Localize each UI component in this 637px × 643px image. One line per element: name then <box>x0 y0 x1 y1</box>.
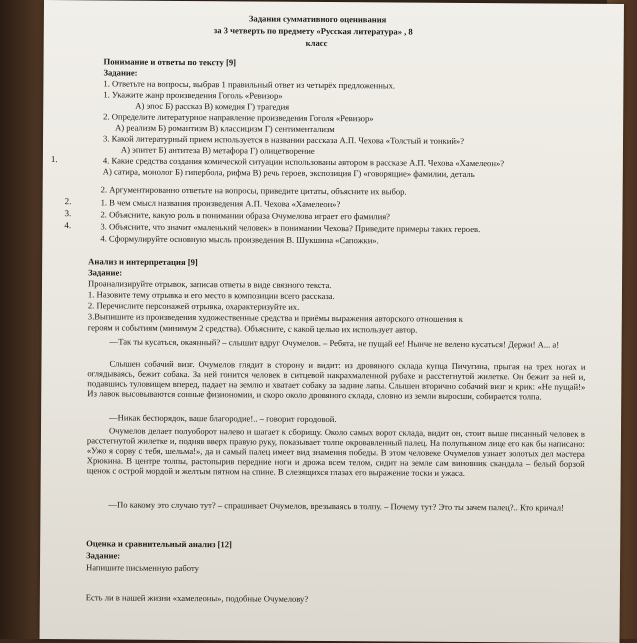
margin-number-4: 4. <box>64 220 72 231</box>
section3-task-label: Задание: <box>86 550 121 561</box>
excerpt-paragraph-5: —По какому это случаю тут? – спрашивает Очумелов, врезываясь в толпу. – Почему тут? Это ты зачем палец?.. Кто кричал! <box>108 499 564 513</box>
doc-title-line3: класс <box>305 37 328 48</box>
question-3-options: А) эпитет Б) антитеза В) метафора Г) олицетворение <box>120 144 315 156</box>
question-1-options: А) эпос Б) рассказ В) комедия Г) трагедия <box>135 100 290 112</box>
question-2: 2. Определите литературное направление произведения Гоголя «Ревизор» <box>103 111 374 124</box>
analysis-task-3b: героям и событиям (минимум 2 средства). Объясните, с какой целью их использует автор. <box>87 322 418 335</box>
question-2-options: А) реализм Б) романтизм В) классицизм Г) сентиментализм <box>115 122 335 135</box>
question-4: 4. Какие средства создания комической ситуации использованы автором в рассказе А.П. Чехова «Хамелеон»? <box>102 155 505 169</box>
question-3: 3. Какой литературный прием используется в названии рассказа А.П. Чехова «Толстый и тонкий»? <box>103 133 465 146</box>
paper-sheet <box>40 0 624 643</box>
question-1: 1. Укажите жанр произведения Гоголь «Ревизор» <box>103 89 283 101</box>
doc-title-line1: Задания суммативного оценивания <box>248 13 387 25</box>
excerpt-paragraph-4: Очумелов делает полуоборот налево и шагает к сборищу. Около самых ворот склада, видит он, стоит выше писанный человек в расстегнутой жилетке и, подняв вверх правую руку, показывает толпе окровавленный палец. На полупьяном лице его как бы написано: «Ужо я сорву с тебя, шельма!», да и самый палец имеет вид знамения победы. В этом человеке Очумелов узнает золотых дел мастера Хрюкина. В центре толпы, растопырив передние ноги и дрожа всем телом, сидит на земле сам виновник скандала – белый борзой щенок с острой мордой и желтым пятном на спине. В слезящихся глазах его выражение тоски и ужаса. <box>86 425 586 478</box>
section1-instruction-2: 2. Аргументированно ответьте на вопросы, приведите цитаты, объясните их выбор. <box>100 184 407 197</box>
excerpt-paragraph-2: Слышен собачий визг. Очумелов глядит в сторону и видит: из дровяного склада купца Пичугина, прыгая на трех ногах и оглядываясь, бежит собака. За ней гонится человек в ситцевой накрахмаленной рубахе и расстегнутой жилетке. Он бежит за ней и, подавшись туловищем вперед, падает на землю и хватает собаку за задние лапы. Слышен вторично собачий визг и крик: «Не пущай!» Из лавок высовываются сонные физиономии, и скоро около дровяного склада, словно из земли выросши, собирается толпа. <box>87 358 586 402</box>
section2-task-label: Задание: <box>88 267 123 278</box>
open-question-3: 3. Объясните, что значит «маленький человек» в понимании Чехова? Приведите примеры таких героев. <box>100 221 481 235</box>
document-content <box>44 0 624 604</box>
section1-instruction: 1. Ответьте на вопросы, выбрав 1 правильный ответ из четырёх предложенных. <box>103 78 396 91</box>
margin-number-2: 2. <box>64 196 72 207</box>
analysis-task-1: 1. Назовите тему отрывка и его место в композиции всего рассказа. <box>87 289 335 302</box>
section3-instruction: Напишите письменную работу <box>86 562 199 574</box>
section1-heading: Понимание и ответы по тексту [9] <box>103 56 237 68</box>
section2-instruction: Проанализируйте отрывок, записав ответы в виде связного текста. <box>87 278 332 291</box>
doc-title-line2: за 3 четверть по предмету «Русская литература» , 8 <box>213 25 413 37</box>
section2-heading: Анализ и интерпретация [9] <box>88 256 198 268</box>
analysis-task-2: 2. Перечислите персонажей отрывка, охарактеризуйте их. <box>87 300 300 312</box>
open-question-4: 4. Сформулируйте основную мысль произведения В. Шукшина «Сапожки». <box>100 233 379 246</box>
open-question-2: 2. Объясните, какую роль в понимании образа Очумелова играет его фамилия? <box>100 209 391 222</box>
excerpt-paragraph-1: —Так ты кусаться, окаянный? – слышит вдруг Очумелов. – Ребята, не пущай ее! Нынче не велено кусаться! Держи! А... а! <box>109 336 560 350</box>
section3-heading: Оценка и сравнительный анализ [12] <box>86 538 232 550</box>
excerpt-paragraph-3: —Никак беспорядок, ваше благородие!.. – говорит городовой. <box>109 412 337 425</box>
margin-number-1: 1. <box>50 154 58 165</box>
margin-number-3: 3. <box>64 208 72 219</box>
question-4-options: А) сатира, монолог Б) гипербола, рифма В) речь героев, экспозиция Г) «говорящие» фамилии, деталь <box>102 166 475 180</box>
analysis-task-3a: 3.Выпишите из произведения художественные средства и приёмы выражения авторского отношения к <box>87 311 463 324</box>
section1-task-label: Задание: <box>103 67 138 78</box>
section3-question: Есть ли в нашей жизни «хамелеоны», подобные Очумелову? <box>85 592 309 604</box>
open-question-1: 1. В чем смысл названия произведения А.П. Чехова «Хамелеон»? <box>100 197 341 210</box>
